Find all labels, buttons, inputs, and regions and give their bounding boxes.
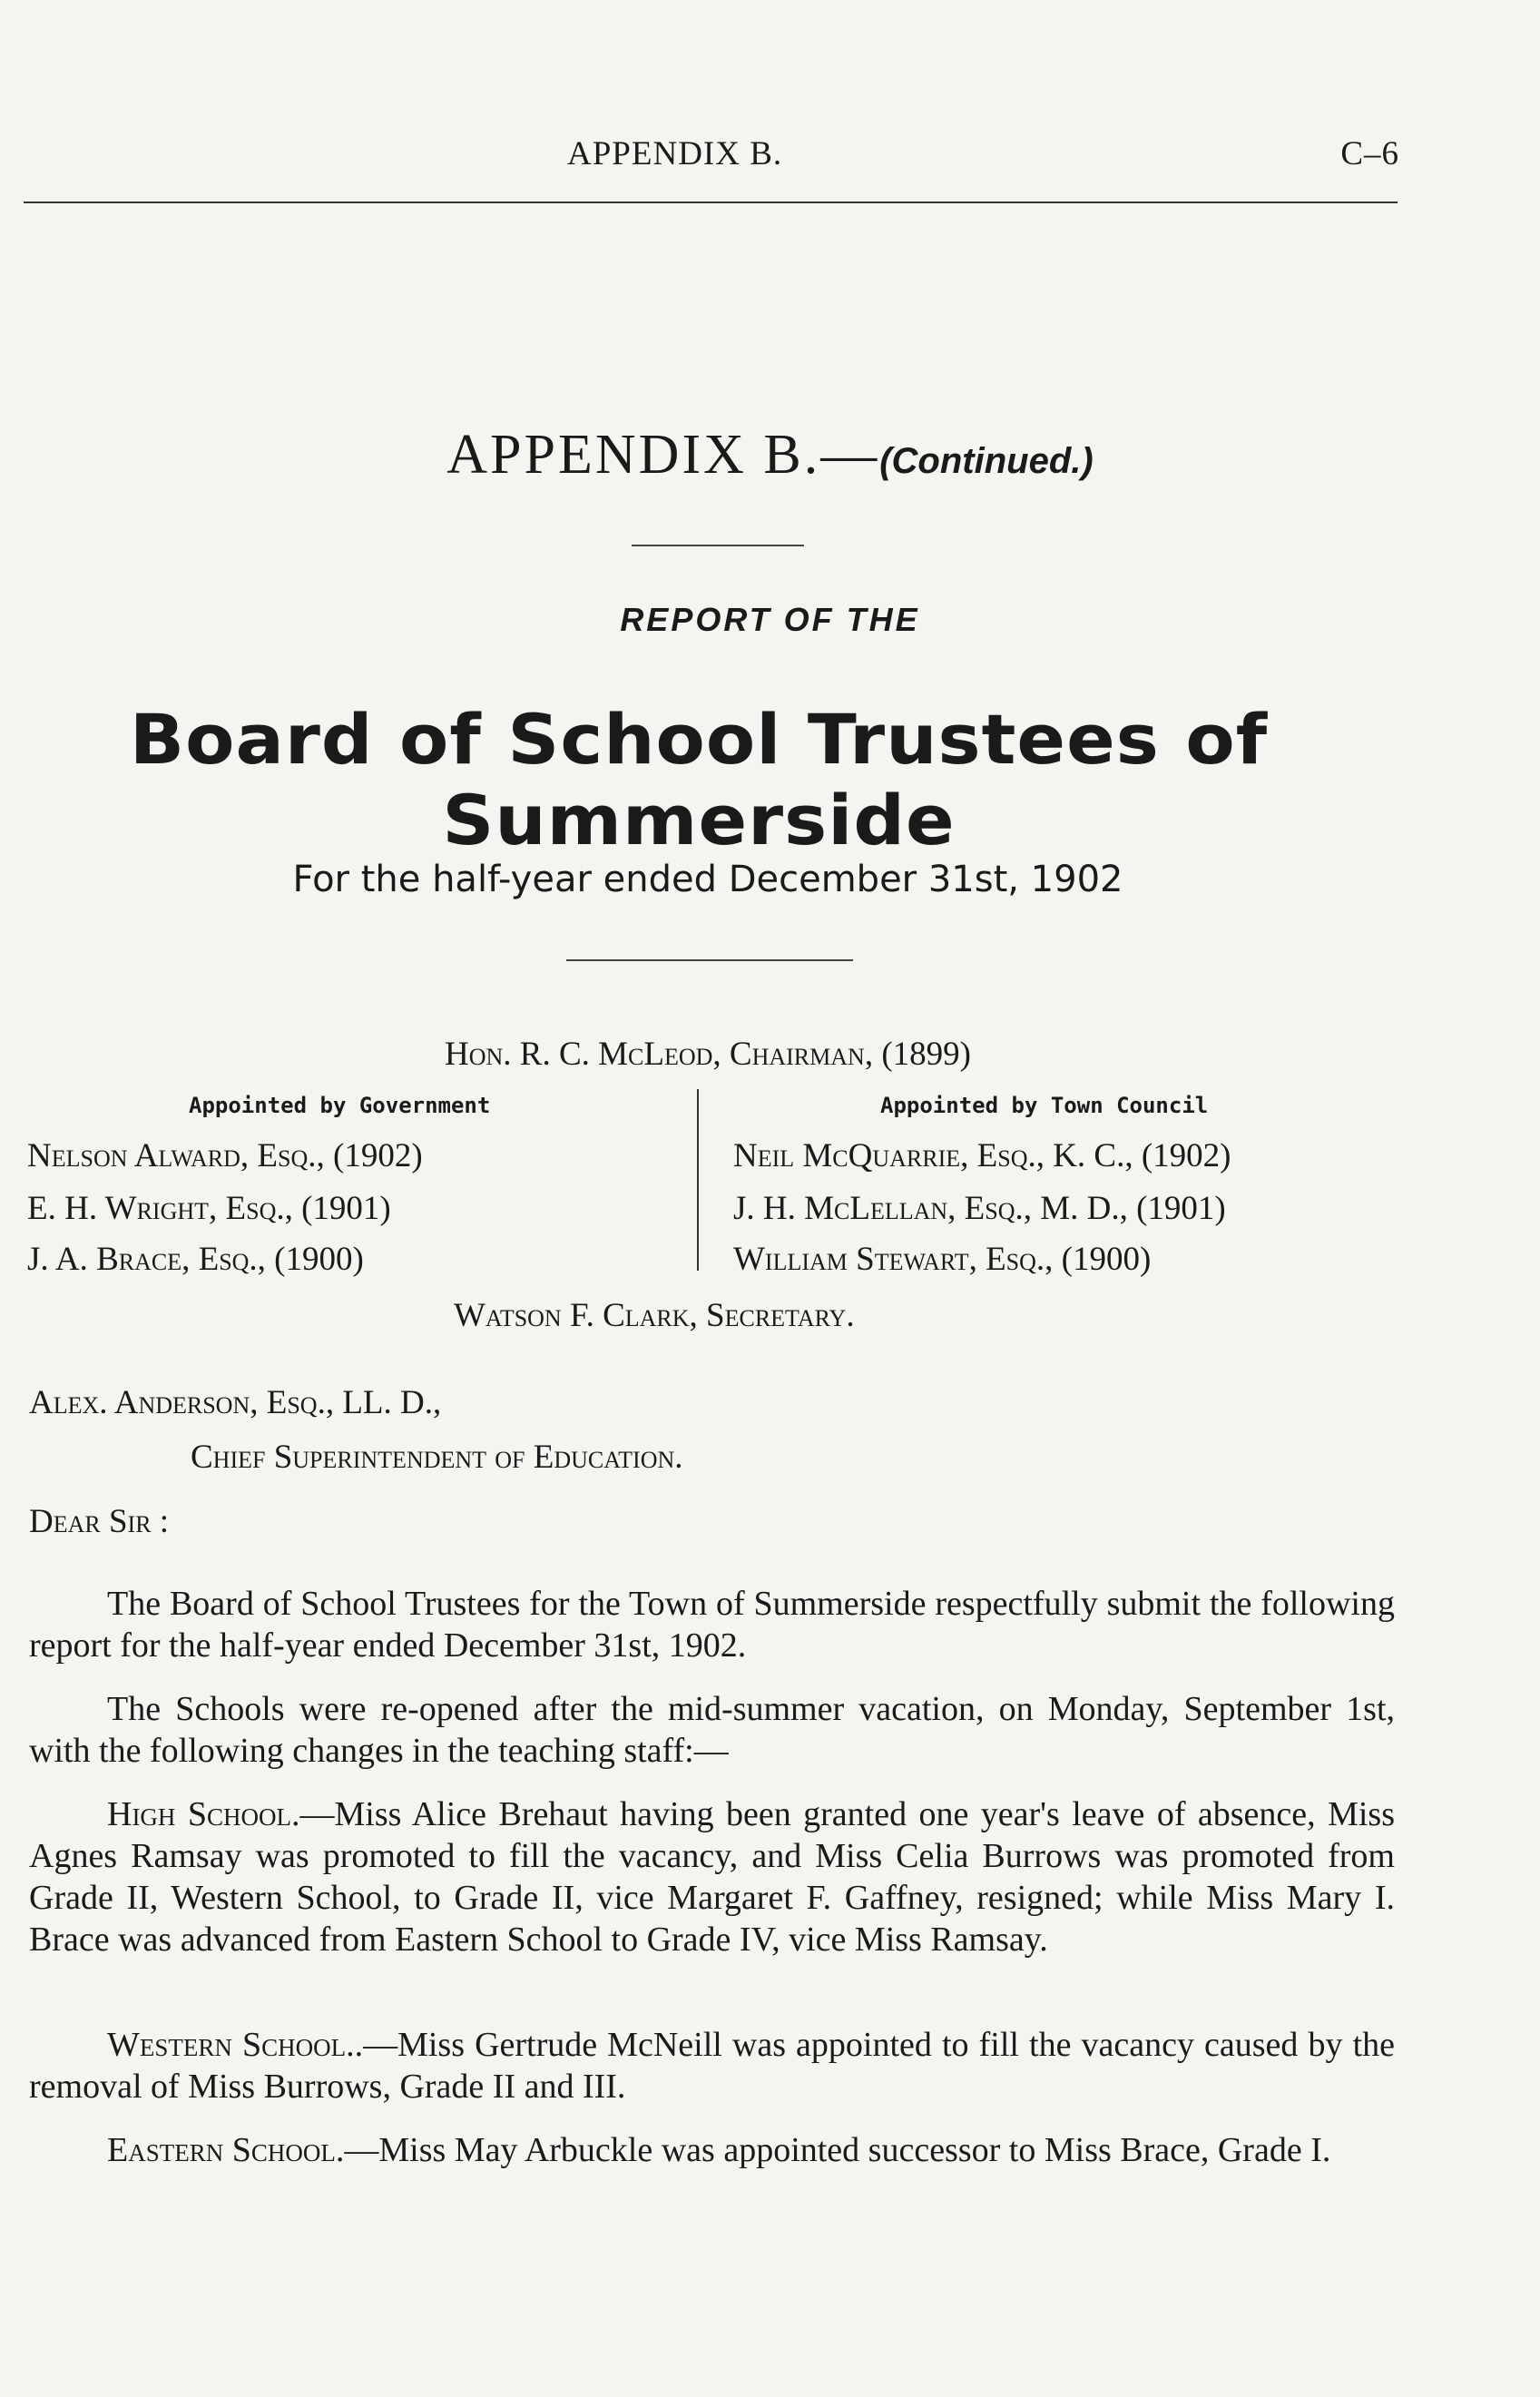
- paragraph-text: The Board of School Trustees for the Town of Summerside respectfully submit the following report for the half-year ended December 31st, 1902.: [29, 1585, 1395, 1665]
- appendix-title: [0, 423, 1540, 487]
- running-title: APPENDIX B.: [567, 135, 783, 172]
- paragraph-text: .—Miss Gertrude McNeill was appointed to fill the vacancy caused by the removal of Miss Burrows, Grade II and III.: [29, 2026, 1395, 2106]
- continued-label: (Continued.): [879, 441, 1094, 481]
- government-member: J. A. Brace, Esq., (1900): [27, 1241, 364, 1278]
- paragraph-lead: Eastern School.: [107, 2131, 345, 2169]
- report-of-heading: REPORT OF THE: [620, 601, 920, 638]
- salutation: Dear Sir :: [29, 1503, 170, 1540]
- paragraph-text: The Schools were re-opened after the mid-summer vacation, on Monday, September 1st, with the following changes in the teaching staff:—: [29, 1690, 1395, 1770]
- board-title: Board of School Trustees of Summerside: [129, 699, 1269, 860]
- paragraph-text: —Miss Alice Brehaut having been granted one year's leave of absence, Miss Agnes Ramsay was promoted to fill the vacancy, and Miss Celia Burrows was promoted from Grade II, Western School, to Grade II, vice Margaret F. Gaffney, resigned; while Miss Mary I. Brace was advanced from Eastern School to Grade IV, vice Miss Ramsay.: [29, 1795, 1395, 1959]
- council-heading: Appointed by Town Council: [880, 1093, 1209, 1118]
- government-member: E. H. Wright, Esq., (1901): [27, 1190, 391, 1227]
- council-member: William Stewart, Esq., (1900): [733, 1241, 1152, 1278]
- appendix-label: APPENDIX B.—: [446, 424, 880, 486]
- council-member: J. H. McLellan, Esq., M. D., (1901): [733, 1190, 1226, 1227]
- government-member: Nelson Alward, Esq., (1902): [27, 1137, 423, 1174]
- addressee-title: Chief Superintendent of Education.: [191, 1439, 683, 1476]
- column-divider: [697, 1089, 699, 1271]
- chairman-line: Hon. R. C. McLeod, Chairman, (1899): [445, 1036, 971, 1073]
- period-subtitle: For the half-year ended December 31st, 1902: [292, 859, 1123, 900]
- header-rule: [24, 201, 1398, 203]
- secretary-line: Watson F. Clark, Secretary.: [454, 1297, 855, 1334]
- government-heading: Appointed by Government: [189, 1093, 491, 1118]
- paragraph: [29, 1583, 1395, 1666]
- subtitle-rule: [566, 959, 853, 961]
- paragraph: [29, 1688, 1395, 1772]
- addressee: Alex. Anderson, Esq., LL. D.,: [29, 1384, 442, 1421]
- page-number: C–6: [1340, 135, 1399, 172]
- paragraph-lead: Western School.: [107, 2026, 355, 2064]
- paragraph-text: —Miss May Arbuckle was appointed successor to Miss Brace, Grade I.: [344, 2131, 1331, 2169]
- paragraph: [29, 1793, 1395, 1960]
- paragraph-lead: High School.: [107, 1795, 300, 1833]
- council-member: Neil McQuarrie, Esq., K. C., (1902): [733, 1137, 1231, 1174]
- title-rule: [632, 545, 804, 546]
- paragraph: [29, 2129, 1395, 2171]
- paragraph: [29, 2024, 1395, 2107]
